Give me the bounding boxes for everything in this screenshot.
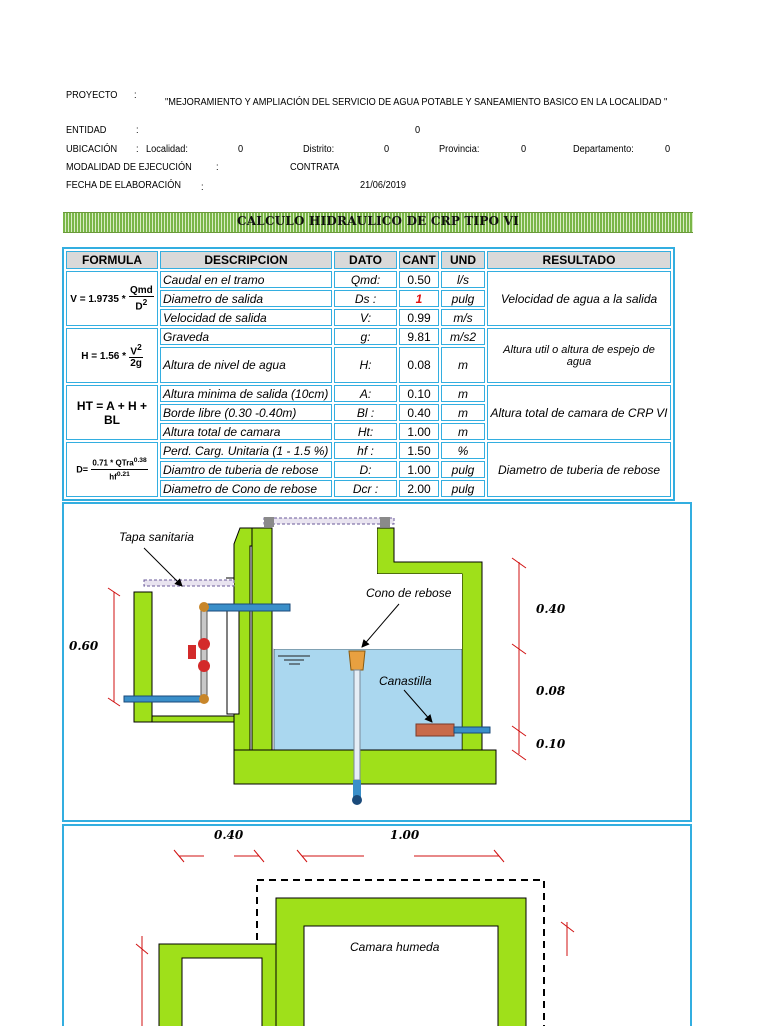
outlet-pipe bbox=[124, 696, 204, 702]
proyecto-label: PROYECTO bbox=[66, 90, 118, 101]
und-cell: m bbox=[441, 347, 485, 383]
label-canastilla: Canastilla bbox=[379, 674, 432, 688]
col-header: RESULTADO bbox=[487, 251, 671, 269]
desc-cell: Altura de nivel de agua bbox=[160, 347, 332, 383]
desc-cell: Altura total de camara bbox=[160, 423, 332, 440]
ubicacion-sep: : bbox=[136, 144, 139, 155]
entidad-label: ENTIDAD bbox=[66, 125, 107, 136]
desc-cell: Perd. Carg. Unitaria (1 - 1.5 %) bbox=[160, 442, 332, 459]
bottom-slab bbox=[234, 750, 496, 784]
table-row bbox=[66, 385, 671, 402]
cant-cell: 0.40 bbox=[399, 404, 439, 421]
cant-cell: 1.50 bbox=[399, 442, 439, 459]
col-header: CANT bbox=[399, 251, 439, 269]
label-cono-rebose: Cono de rebose bbox=[366, 586, 452, 600]
desc-cell: Borde libre (0.30 -0.40m) bbox=[160, 404, 332, 421]
crp-section-drawing bbox=[64, 504, 690, 820]
dim-040: 0.40 bbox=[536, 602, 566, 616]
dato-cell: g: bbox=[334, 328, 397, 345]
dato-cell: Qmd: bbox=[334, 271, 397, 288]
cant-cell: 0.99 bbox=[399, 309, 439, 326]
result-cell: Altura total de camara de CRP VI bbox=[487, 385, 671, 440]
crp-plan-drawing bbox=[64, 826, 690, 1026]
distrito-value: 0 bbox=[384, 144, 390, 155]
fecha-label: FECHA DE ELABORACIÓN bbox=[66, 180, 182, 191]
formula-diametro: D= $\frac{0.71 * QTra^{0.38}}{hf^{0.21}}$ bbox=[66, 442, 158, 497]
dato-cell: H: bbox=[334, 347, 397, 383]
und-cell: m/s2 bbox=[441, 328, 485, 345]
dato-cell: Ds : bbox=[334, 290, 397, 307]
section-title-bar bbox=[63, 212, 693, 233]
dato-cell: Dcr : bbox=[334, 480, 397, 497]
entidad-sep: : bbox=[136, 125, 139, 136]
und-cell: l/s bbox=[441, 271, 485, 288]
dato-cell: hf : bbox=[334, 442, 397, 459]
cant-cell: 0.08 bbox=[399, 347, 439, 383]
col-header: FORMULA bbox=[66, 251, 158, 269]
modalidad-label: MODALIDAD DE EJECUCIÓN bbox=[66, 162, 192, 173]
cant-cell: 0.50 bbox=[399, 271, 439, 288]
entidad-value: 0 bbox=[415, 125, 421, 136]
result-cell: Velocidad de agua a la salida bbox=[487, 271, 671, 326]
dato-cell: D: bbox=[334, 461, 397, 478]
dato-cell: Bl : bbox=[334, 404, 397, 421]
modalidad-sep: : bbox=[216, 162, 219, 173]
desc-cell: Caudal en el tramo bbox=[160, 271, 332, 288]
dato-cell: A: bbox=[334, 385, 397, 402]
localidad-label: Localidad: bbox=[146, 144, 188, 155]
dim-008: 0.08 bbox=[536, 684, 566, 698]
col-header: DESCRIPCION bbox=[160, 251, 332, 269]
inlet-pipe bbox=[204, 604, 290, 611]
desc-cell: Graveda bbox=[160, 328, 332, 345]
proyecto-sep: : bbox=[134, 90, 137, 101]
proyecto-value: "MEJORAMIENTO Y AMPLIACIÓN DEL SERVICIO DE AGUA POTABLE Y SANEAMIENTO BASICO EN LA LOCALIDAD " bbox=[165, 97, 668, 108]
fecha-sep: : bbox=[201, 182, 204, 193]
dato-cell: Ht: bbox=[334, 423, 397, 440]
result-cell: Diametro de tuberia de rebose bbox=[487, 442, 671, 497]
cant-cell: 1.00 bbox=[399, 423, 439, 440]
table-header-row bbox=[66, 251, 671, 269]
calc-table bbox=[62, 247, 675, 501]
label-camara-humeda: Camara humeda bbox=[350, 940, 440, 954]
section-diagram-panel bbox=[62, 502, 692, 822]
col-header: DATO bbox=[334, 251, 397, 269]
cant-cell: 1 bbox=[399, 290, 439, 307]
und-cell: m bbox=[441, 404, 485, 421]
dim-060: 0.60 bbox=[69, 639, 99, 653]
table-row bbox=[66, 442, 671, 459]
plan-diagram-panel bbox=[62, 824, 692, 1026]
provincia-value: 0 bbox=[521, 144, 527, 155]
label-tapa-sanitaria: Tapa sanitaria bbox=[119, 530, 194, 544]
departamento-value: 0 bbox=[665, 144, 671, 155]
cant-cell: 0.10 bbox=[399, 385, 439, 402]
formula-altura: H = 1.56 * $\frac{V^2}{2g}$ bbox=[66, 328, 158, 383]
section-title: CALCULO HIDRAULICO DE CRP TIPO VI bbox=[237, 214, 519, 228]
dim-010: 0.10 bbox=[536, 737, 566, 751]
und-cell: m/s bbox=[441, 309, 485, 326]
departamento-label: Departamento: bbox=[573, 144, 634, 155]
table-row bbox=[66, 271, 671, 288]
ubicacion-label: UBICACIÓN bbox=[66, 144, 118, 155]
und-cell: m bbox=[441, 385, 485, 402]
localidad-value: 0 bbox=[238, 144, 244, 155]
formula-altura-total: HT = A + H + BL bbox=[66, 385, 158, 440]
desc-cell: Diamtro de tuberia de rebose bbox=[160, 461, 332, 478]
plan-dim-100: 1.00 bbox=[390, 828, 420, 842]
desc-cell: Diametro de salida bbox=[160, 290, 332, 307]
modalidad-value: CONTRATA bbox=[290, 162, 340, 173]
result-cell: Altura util o altura de espejo de agua bbox=[487, 328, 671, 383]
plan-dim-040: 0.40 bbox=[214, 828, 244, 842]
desc-cell: Velocidad de salida bbox=[160, 309, 332, 326]
desc-cell: Altura minima de salida (10cm) bbox=[160, 385, 332, 402]
und-cell: pulg bbox=[441, 290, 485, 307]
col-header: UND bbox=[441, 251, 485, 269]
provincia-label: Provincia: bbox=[439, 144, 480, 155]
formula-velocidad: V = 1.9735 * $\frac{\text{Qmd}}{D^2}$ bbox=[66, 271, 158, 326]
desc-cell: Diametro de Cono de rebose bbox=[160, 480, 332, 497]
distrito-label: Distrito: bbox=[303, 144, 335, 155]
und-cell: pulg bbox=[441, 480, 485, 497]
table-row bbox=[66, 328, 671, 345]
und-cell: % bbox=[441, 442, 485, 459]
fecha-value: 21/06/2019 bbox=[360, 180, 407, 191]
cant-cell: 2.00 bbox=[399, 480, 439, 497]
und-cell: m bbox=[441, 423, 485, 440]
dato-cell: V: bbox=[334, 309, 397, 326]
cant-cell: 9.81 bbox=[399, 328, 439, 345]
cant-cell: 1.00 bbox=[399, 461, 439, 478]
und-cell: pulg bbox=[441, 461, 485, 478]
